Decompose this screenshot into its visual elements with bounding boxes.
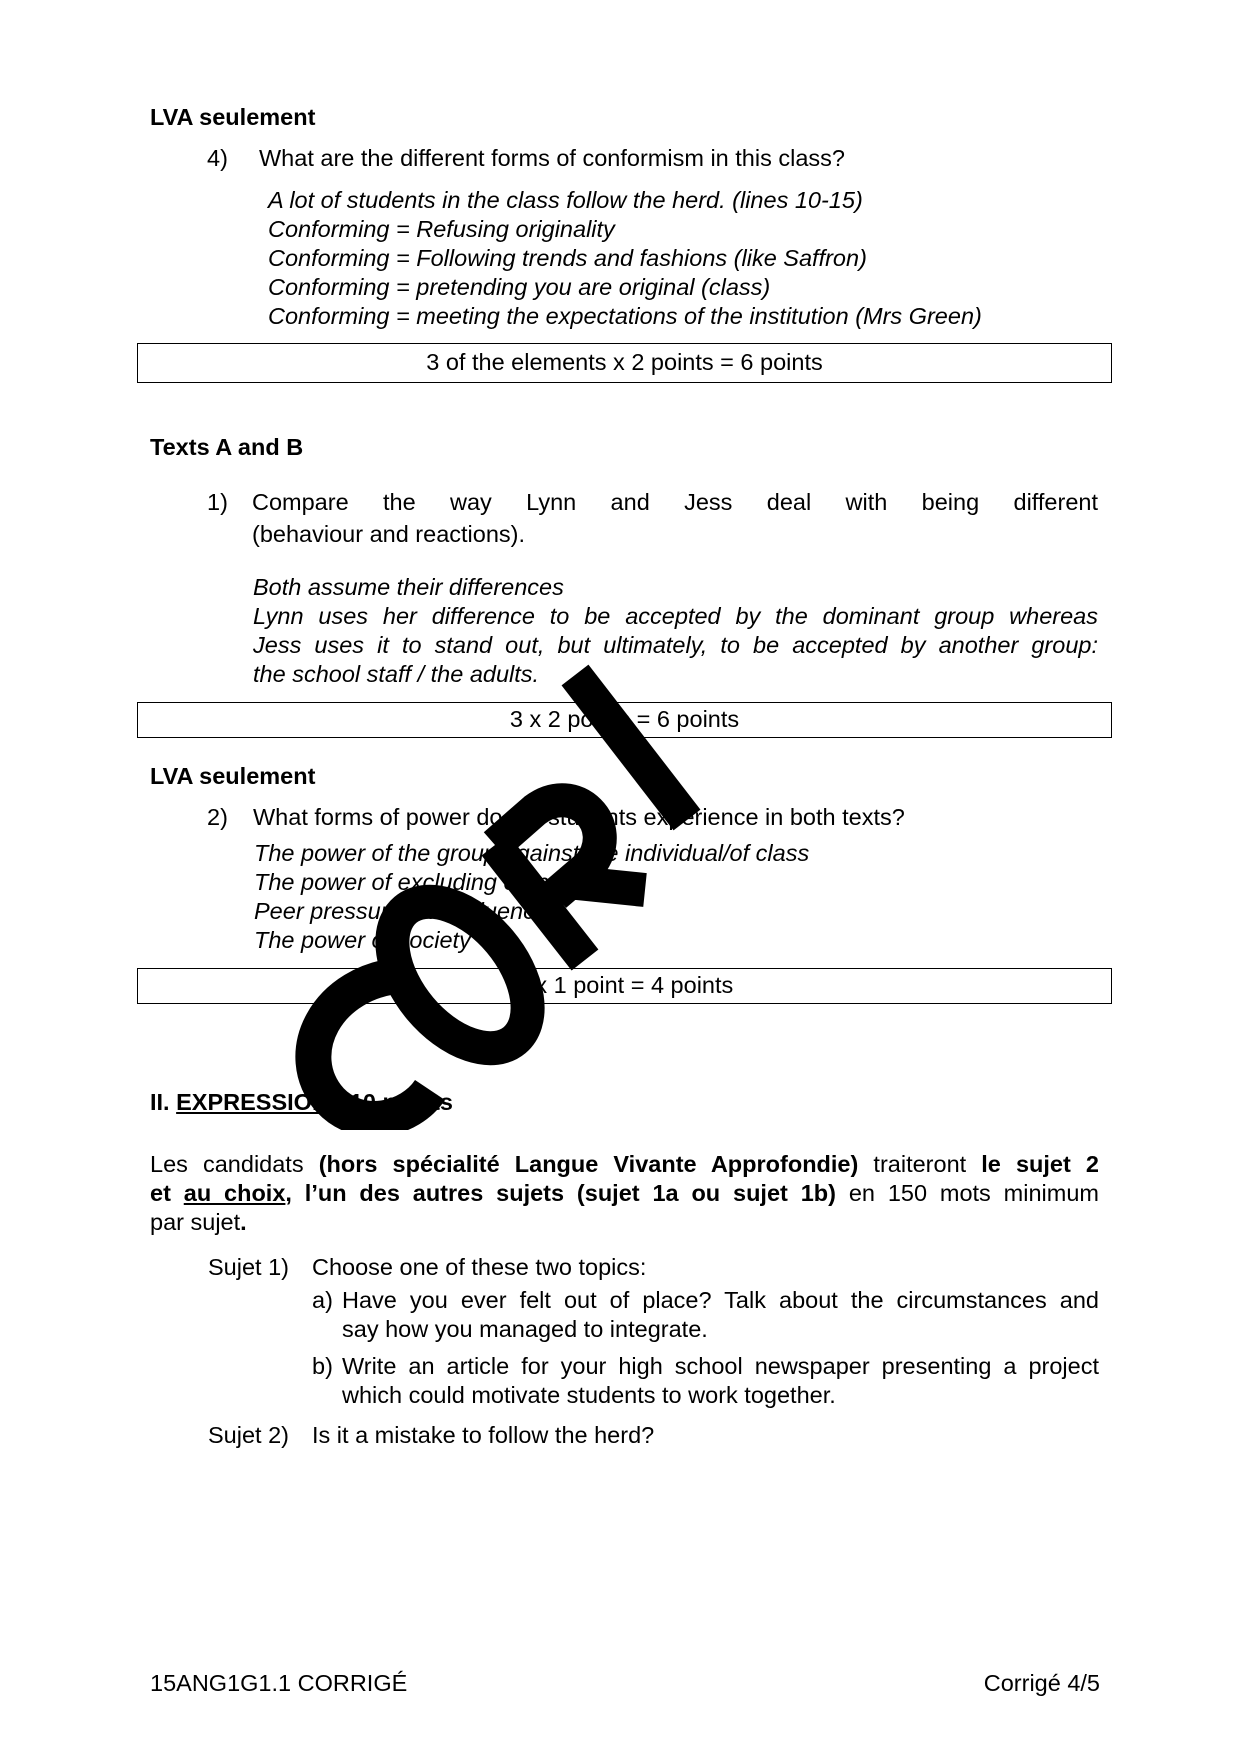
- intro-line-1: [150, 1150, 1099, 1179]
- section-heading-lva-1: LVA seulement: [150, 104, 316, 130]
- answer-line: Both assume their differences: [253, 574, 564, 600]
- intro-text: traiteront: [858, 1151, 982, 1177]
- answer-list: [268, 186, 982, 331]
- heading-suffix: : 10 points: [328, 1089, 453, 1115]
- question-number: 1): [207, 489, 228, 515]
- sujet-1-text: Choose one of these two topics:: [312, 1254, 647, 1280]
- intro-text: en 150 mots minimum: [835, 1180, 1099, 1206]
- answer-line: Conforming = Following trends and fashions (like Saffron): [268, 245, 867, 271]
- question-text: Compare the way Lynn and Jess deal with being different: [252, 489, 1098, 515]
- answer-line: A lot of students in the class follow the herd. (lines 10-15): [268, 187, 863, 213]
- answer-line: the school staff / the adults.: [253, 661, 540, 687]
- answer-list: [254, 839, 809, 955]
- question-number: 2): [207, 804, 228, 830]
- intro-line-2: [150, 1179, 1099, 1208]
- section-heading-lva-2: LVA seulement: [150, 763, 316, 789]
- question-number: 4): [207, 145, 228, 171]
- section-heading-texts-ab: Texts A and B: [150, 434, 304, 460]
- intro-text: Les candidats: [150, 1151, 319, 1177]
- answer-line: Lynn uses her difference to be accepted by the dominant group whereas: [253, 603, 1098, 629]
- intro-bold-text: (hors spécialité Langue Vivante Approfondie): [318, 1151, 859, 1177]
- sujet-2-label: Sujet 2): [208, 1422, 289, 1448]
- sujet-2-text: Is it a mistake to follow the herd?: [312, 1422, 655, 1448]
- question-text-continued: (behaviour and reactions).: [252, 521, 526, 547]
- intro-bold-text: , l’un des autres sujets (sujet 1a ou sujet 1b): [285, 1180, 836, 1206]
- answer-line: Peer pressure and influence: [254, 898, 548, 924]
- option-b-text-continued: which could motivate students to work together.: [342, 1382, 836, 1408]
- answer-line: Conforming = meeting the expectations of the institution (Mrs Green): [268, 303, 982, 329]
- footer-page-number: Corrigé 4/5: [983, 1670, 1100, 1696]
- heading-prefix: II.: [150, 1089, 177, 1115]
- answer-line: The power of society: [254, 927, 471, 953]
- intro-line-3: [150, 1208, 247, 1237]
- answer-line: Conforming = Refusing originality: [268, 216, 615, 242]
- sujet-1-label: Sujet 1): [208, 1254, 289, 1280]
- option-b-text: Write an article for your high school newspaper presenting a project: [342, 1353, 1099, 1379]
- option-a-text: Have you ever felt out of place? Talk about the circumstances and: [342, 1287, 1099, 1313]
- heading-main: EXPRESSION: [176, 1089, 329, 1115]
- answer-line: Conforming = pretending you are original (class): [268, 274, 771, 300]
- option-a-label: a): [312, 1287, 333, 1313]
- scoring-box: 3 x 2 points = 6 points: [137, 702, 1112, 738]
- answer-line: The power of the group against the individual/of class: [254, 840, 810, 866]
- question-text: What are the different forms of conformism in this class?: [259, 145, 845, 171]
- intro-bold-text: et: [150, 1180, 184, 1206]
- answer-line: The power of excluding or including: [254, 869, 624, 895]
- scoring-box: 4 x 1 point = 4 points: [137, 968, 1112, 1004]
- footer-reference: 15ANG1G1.1 CORRIGÉ: [150, 1670, 408, 1696]
- option-b-label: b): [312, 1353, 333, 1379]
- scoring-box: 3 of the elements x 2 points = 6 points: [137, 343, 1112, 383]
- section-heading-expression: [150, 1088, 453, 1117]
- intro-text: par sujet: [150, 1209, 241, 1235]
- watermark-letter-i: [575, 675, 687, 820]
- question-text: What forms of power do the students experience in both texts?: [253, 804, 905, 830]
- intro-bold-text: le sujet 2: [981, 1151, 1100, 1177]
- option-a-text-continued: say how you managed to integrate.: [342, 1316, 708, 1342]
- intro-bold-text: .: [240, 1209, 247, 1235]
- intro-bold-underlined-text: au choix: [183, 1180, 286, 1206]
- answer-line: Jess uses it to stand out, but ultimately, to be accepted by another group:: [253, 632, 1098, 658]
